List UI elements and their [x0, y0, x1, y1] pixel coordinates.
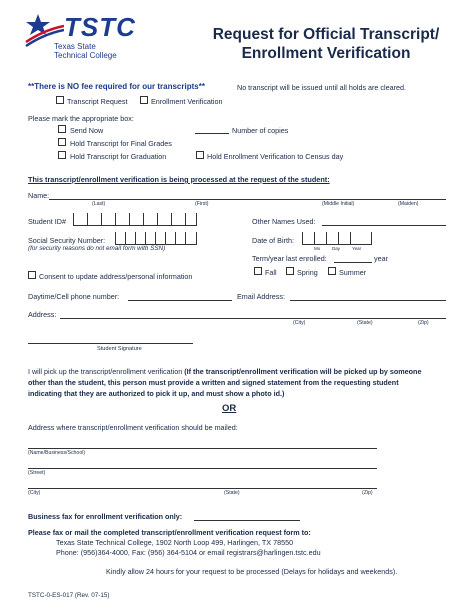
name-label: Name: [28, 191, 50, 200]
title-line1: Request for Official Transcript/ [212, 26, 440, 43]
signature-label: Student Signature [97, 346, 142, 352]
term-year-field[interactable] [334, 262, 372, 263]
fax-field[interactable] [194, 520, 300, 521]
fall-checkbox[interactable] [254, 267, 262, 275]
other-names-field[interactable] [322, 225, 446, 226]
mail-name-sub: (Name/Business/School) [28, 450, 86, 456]
graduation-checkbox[interactable] [58, 151, 66, 159]
footer-note: Kindly allow 24 hours for your request to be processed (Delays for holidays and weekends). [106, 567, 398, 576]
mail-name-field[interactable] [28, 448, 377, 449]
phone-field[interactable] [128, 300, 232, 301]
mail-city-sub: (City) [28, 490, 41, 496]
pickup-line1 [28, 367, 421, 376]
number-of-copies-label: Number of copies [232, 126, 289, 135]
student-id-field[interactable] [73, 213, 197, 227]
spring-label: Spring [297, 268, 318, 277]
options-prompt: Please mark the appropriate box: [28, 114, 134, 123]
dob-sub-year: Year [352, 246, 362, 251]
year-label: year [374, 254, 388, 263]
consent-checkbox[interactable] [28, 271, 36, 279]
address-sub-city: (City) [293, 320, 306, 326]
address-sub-state: (State) [357, 320, 373, 326]
email-label: Email Address: [237, 292, 285, 301]
student-section-heading: This transcript/enrollment verification is being processed at the request of the student: [28, 175, 330, 184]
address-label: Address: [28, 310, 57, 319]
other-names-label: Other Names Used: [252, 217, 316, 226]
send-now-label: Send Now [70, 126, 104, 135]
fee-note: No transcript will be issued until all holds are cleared. [237, 83, 406, 92]
fax-label: Business fax for enrollment verification only: [28, 512, 183, 521]
census-day-checkbox[interactable] [196, 151, 204, 159]
phone-label: Daytime/Cell phone number: [28, 292, 120, 301]
consent-label: Consent to update address/personal information [39, 272, 193, 281]
mail-city-field[interactable] [28, 488, 377, 489]
dob-sub-month: Mo [314, 246, 321, 251]
enrollment-verification-label: Enrollment Verification [151, 97, 223, 106]
address-sub-zip: (Zip) [418, 320, 429, 326]
form-id: TSTC-0-ES-017 (Rev. 07-15) [28, 592, 110, 599]
pickup-bold1: (If the transcript/enrollment verification will be picked up by someone [184, 367, 422, 376]
fall-label: Fall [265, 268, 277, 277]
ssn-label: Social Security Number: [28, 236, 106, 245]
pickup-plain: I will pick up the transcript/enrollment verification [28, 367, 185, 376]
tstc-logo [24, 10, 144, 65]
ssn-field[interactable] [115, 232, 197, 246]
graduation-label: Hold Transcript for Graduation [70, 152, 167, 161]
logo-line2: Technical College [54, 51, 117, 60]
logo-line1: Texas State [54, 42, 96, 51]
spring-checkbox[interactable] [286, 267, 294, 275]
pickup-bold2: other than the student, this person must provide a written and signed statement from the requesting student [28, 378, 399, 387]
name-sub-maiden: (Maiden) [398, 201, 419, 207]
address-field[interactable] [60, 318, 446, 319]
enrollment-verification-checkbox[interactable] [140, 96, 148, 104]
transcript-request-label: Transcript Request [67, 97, 128, 106]
final-grades-label: Hold Transcript for Final Grades [70, 139, 172, 148]
mail-street-field[interactable] [28, 468, 377, 469]
contact-heading: Please fax or mail the completed transcript/enrollment verification request form to: [28, 528, 311, 537]
logo-wordmark: TSTC [64, 12, 136, 42]
title-line2: Enrollment Verification [241, 45, 411, 62]
email-field[interactable] [290, 300, 446, 301]
mail-prompt: Address where transcript/enrollment verification should be mailed: [28, 423, 238, 432]
dob-sub-day: Day [332, 246, 341, 251]
dob-label: Date of Birth: [252, 236, 294, 245]
term-year-label: Term/year last enrolled: [252, 254, 327, 263]
name-sub-last: (Last) [92, 201, 106, 207]
summer-checkbox[interactable] [328, 267, 336, 275]
ssn-note: (for security reasons do not email form with SSN) [28, 245, 166, 252]
contact-address: Texas State Technical College, 1902 North Loop 499, Harlingen, TX 78550 [56, 538, 294, 547]
dob-field[interactable] [302, 232, 372, 246]
name-sub-middle: (Middle Initial) [322, 201, 355, 207]
name-sub-first: (First) [195, 201, 209, 207]
signature-field[interactable] [28, 343, 193, 344]
page-title [210, 25, 442, 63]
mail-street-sub: (Street) [28, 470, 46, 476]
contact-phone: Phone: (956)364-4000, Fax: (956) 364-5104 or email registrars@harlingen.tstc.edu [56, 548, 321, 557]
summer-label: Summer [339, 268, 367, 277]
fee-headline: **There is NO fee required for our transcripts** [28, 82, 205, 91]
final-grades-checkbox[interactable] [58, 138, 66, 146]
transcript-request-checkbox[interactable] [56, 96, 64, 104]
mail-state-sub: (State) [224, 490, 240, 496]
send-now-checkbox[interactable] [58, 125, 66, 133]
name-field[interactable] [49, 199, 446, 200]
census-day-label: Hold Enrollment Verification to Census day [207, 152, 344, 161]
or-divider: OR [222, 403, 237, 414]
student-id-label: Student ID# [28, 217, 66, 226]
mail-zip-sub: (Zip) [362, 490, 373, 496]
number-of-copies-field[interactable] [195, 133, 229, 134]
pickup-bold3: indicating that they are authorized to pick it up, and must show a photo id.) [28, 389, 285, 398]
